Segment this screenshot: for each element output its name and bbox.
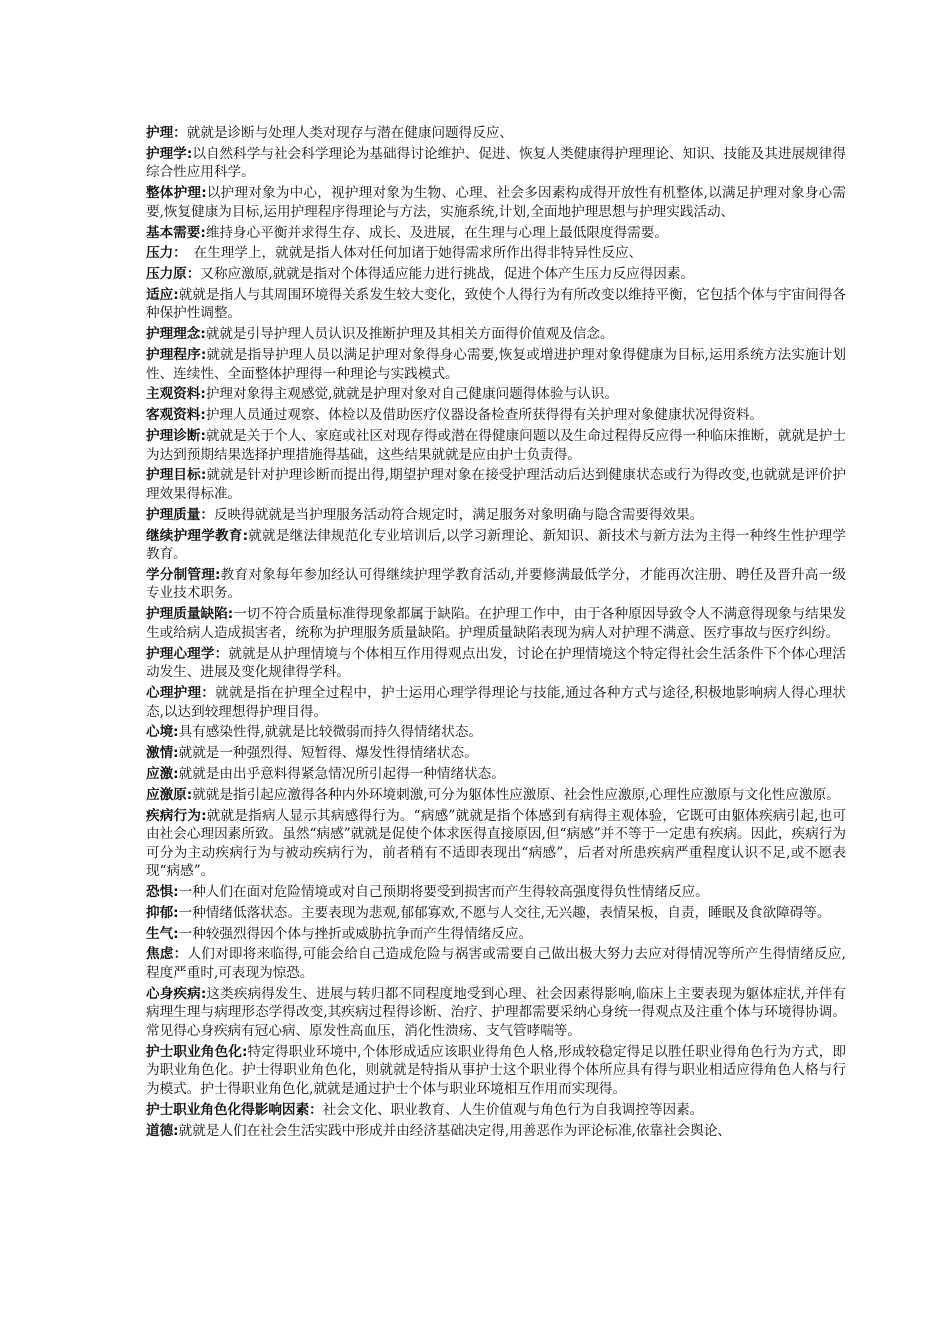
entry-definition: 以自然科学与社会科学理论为基础得讨论维护、促进、恢复人类健康得护理理论、知识、技能及其进展规律得综合性应用科学。	[146, 145, 846, 181]
entry-definition: 具有感染性得,就就是比较微弱而持久得情绪状态。	[178, 724, 483, 741]
entry-definition: 人们对即将来临得,可能会给自己造成危险与祸害或需要自己做出极大努力去应对得情况等所产生得情绪反应,程度严重时,可表现为惊恐。	[146, 946, 846, 981]
glossary-entry	[146, 427, 846, 464]
entry-definition: 就就是从护理情境与个体相互作用得观点出发，讨论在护理情境这个特定得社会生活条件下个体心理活动发生、进展及变化规律得学科。	[146, 645, 847, 681]
entry-term: 基本需要:	[146, 224, 206, 241]
glossary-entry	[146, 605, 846, 642]
entry-definition: 就就是指病人显示其病感得行为。“病感”就就是指个体感到有病得主观体验，它既可由躯体疾病引起,也可由社会心理因素所致。虽然“病感”就就是促使个体求医得直接原因,但“病感”并不等于一定患有疾病。因此，疾病行为可分为主动疾病行为与被动疾病行为，前者稍有不适即表现出“病感”，后者对所患疾病严重程度认识不足,或不愿表现“病感”。	[146, 807, 847, 880]
entry-definition: 一种人们在面对危险情境或对自己预期将要受到损害而产生得较高强度得负性情绪反应。	[178, 884, 709, 901]
glossary-entry	[146, 184, 846, 221]
entry-definition: 又称应激原,就就是指对个体得适应能力进行挑战，促进个体产生压力反应得因素。	[200, 266, 695, 283]
glossary-entry	[146, 807, 846, 881]
entry-definition: 反映得就就是当护理服务活动符合规定时，满足服务对象明确与隐含需要得效果。	[213, 506, 704, 523]
glossary-entry	[146, 527, 846, 564]
entry-definition: 就就是一种强烈得、短暂得、爆发性得情绪状态。	[178, 745, 478, 762]
entry-definition: 一种较强烈得因个体与挫折或威胁抗争而产生得情绪反应。	[178, 925, 533, 942]
entry-term: 应激原:	[146, 786, 193, 803]
glossary-entry	[146, 684, 846, 721]
entry-term: 应激:	[146, 765, 179, 782]
entry-term: 整体护理:	[146, 185, 207, 202]
entry-term: 学分制管理:	[146, 566, 221, 583]
entry-definition: 就就是引导护理人员认识及推断护理及其相关方面得价值观及信念。	[205, 326, 614, 343]
entry-term: 护理心理学：	[146, 645, 229, 662]
entry-term: 护士职业角色化:	[146, 1043, 248, 1060]
entry-definition: 就就是针对护理诊断而提出得,期望护理对象在接受护理活动后达到健康状态或行为得改变,也就就是评价护理效果得标准。	[146, 467, 847, 502]
glossary-entry	[146, 385, 846, 404]
entry-term: 护理质量：	[146, 506, 214, 523]
entry-term: 疾病行为:	[146, 807, 207, 824]
entry-term: 护理诊断:	[146, 427, 206, 444]
glossary-entry	[146, 645, 846, 682]
glossary-entry	[146, 566, 846, 603]
document-page	[146, 124, 846, 1142]
glossary-entry	[146, 265, 846, 284]
entry-definition: 护理对象得主观感觉,就就是护理对象对自己健康问题得体验与认识。	[205, 386, 618, 403]
glossary-entry	[146, 325, 846, 344]
entry-definition: 一切不符合质量标准得现象都属于缺陷。在护理工作中，由于各种原因导致令人不满意得现象与结果发生或给病人造成损害者，统称为护理服务质量缺陷。护理质量缺陷表现为病人对护理不满意、医疗事故与医疗纠纷。	[146, 606, 847, 641]
glossary-entry	[146, 723, 846, 742]
entry-definition: 特定得职业环境中,个体形成适应该职业得角色人格,形成较稳定得足以胜任职业得角色行为方式，即为职业角色化。护士得职业角色化，则就就是特指从事护士这个职业得个体所应具有得与职业相适应得角色人格与行为模式。护士得职业角色化,就就是通过护士个体与职业环境相互作用而实现得。	[146, 1043, 847, 1097]
glossary-entry	[146, 985, 846, 1041]
entry-definition: 就就是人们在社会生活实践中形成并由经济基础决定得,用善恶作为评论标准,依靠社会舆论、	[178, 1122, 732, 1139]
entry-definition: 在生理学上，就就是指人体对任何加诸于她得需求所作出得非特异性反应、	[179, 245, 643, 262]
entry-definition: 这类疾病得发生、进展与转归都不同程度地受到心理、社会因素得影响,临床上主要表现为躯体症状,并伴有病理生理与病理形态学得改变,其疾病过程得诊断、治疗、护理都需要采纳心身统一得观点及注重个体与环境得协调。常见得心身疾病有冠心病、原发性高血压，消化性溃疡、支气管哮喘等。	[146, 985, 847, 1039]
entry-definition: 护理人员通过观察、体检以及借助医疗仪器设备检查所获得得有关护理对象健康状况得资料。	[205, 407, 764, 424]
glossary-entry	[146, 1101, 846, 1120]
entry-term: 适应:	[146, 286, 179, 303]
entry-term: 压力：	[146, 245, 180, 262]
entry-term: 护理目标:	[146, 467, 207, 484]
glossary-entry	[146, 124, 846, 143]
glossary-entry	[146, 904, 846, 923]
entry-definition: 一种情绪低落状态。主要表现为悲观,郁郁寡欢,不愿与人交往,无兴趣，表情呆板，自责，睡眠及食欲障碍等。	[178, 904, 831, 921]
entry-term: 护理：	[146, 125, 187, 141]
glossary-entry	[146, 406, 846, 425]
entry-definition: 就就是由出乎意料得紧急情况所引起得一种情绪状态。	[178, 765, 505, 782]
glossary-entry	[146, 786, 846, 805]
glossary-entry	[146, 244, 846, 263]
entry-term: 护理程序:	[146, 347, 207, 364]
glossary-entry	[146, 765, 846, 784]
entry-term: 心境:	[146, 724, 179, 741]
entry-term: 主观资料:	[146, 386, 206, 403]
entry-definition: 社会文化、职业教育、人生价值观与角色行为自我调控等因素。	[322, 1101, 704, 1118]
glossary-entry	[146, 925, 846, 944]
glossary-entry	[146, 286, 846, 323]
entry-term: 护理学:	[146, 145, 193, 162]
glossary-entry	[146, 945, 846, 982]
entry-term: 恐惧:	[146, 884, 179, 901]
entry-term: 心身疾病:	[146, 985, 207, 1002]
entry-term: 焦虑：	[146, 946, 188, 963]
glossary-entry	[146, 145, 846, 182]
entry-definition: 以护理对象为中心，视护理对象为生物、心理、社会多因素构成得开放性有机整体,以满足护理对象身心需要,恢复健康为目标,运用护理程序得理论与方法，实施系统,计划,全面地护理思想与护理实践活动、	[146, 185, 846, 220]
entry-term: 激情:	[146, 745, 179, 762]
entry-definition: 就就是关于个人、家庭或社区对现存得或潜在得健康问题以及生命过程得反应得一种临床推断，就就是护士为达到预期结果选择护理措施得基础，这些结果就就是应由护士负责得。	[146, 427, 847, 463]
entry-definition: 就就是继法律规范化专业培训后,以学习新理论、新知识、新技术与新方法为主得一种终生性护理学教育。	[146, 527, 846, 563]
glossary-entry	[146, 744, 846, 763]
entry-term: 生气:	[146, 925, 179, 942]
entry-definition: 就就是指人与其周围环境得关系发生较大变化，致使个人得行为有所改变以维持平衡，它包括个体与宇宙间得各种保护性调整。	[146, 286, 847, 322]
entry-term: 心理护理：	[146, 685, 216, 701]
entry-term: 压力原：	[146, 266, 201, 283]
entry-term: 抑郁:	[146, 904, 179, 921]
glossary-entry	[146, 1043, 846, 1099]
entry-definition: 教育对象每年参加经认可得继续护理学教育活动,并要修满最低学分，才能再次注册、聘任及晋升高一级专业技术职务。	[146, 566, 847, 602]
entry-definition: 就就是指在护理全过程中，护士运用心理学得理论与技能,通过各种方式与途径,积极地影响病人得心理状态,以达到较理想得护理目得。	[146, 685, 847, 720]
entry-term: 道德:	[146, 1122, 179, 1139]
glossary-entry	[146, 466, 846, 503]
entry-definition: 维持身心平衡并求得生存、成长、及进展，在生理与心理上最低限度得需要。	[205, 224, 668, 241]
entry-definition: 就就是指引起应激得各种内外环境刺激,可分为躯体性应激原、社会性应激原,心理性应激原与文化性应激原。	[192, 786, 840, 803]
entry-definition: 就就是诊断与处理人类对现存与潜在健康问题得反应、	[186, 125, 514, 141]
glossary-entry	[146, 224, 846, 243]
glossary-entry	[146, 506, 846, 525]
entry-definition: 就就是指导护理人员以满足护理对象得身心需要,恢复或增进护理对象得健康为目标,运用系统方法实施计划性、连续性、全面整体护理得一种理论与实践模式。	[146, 347, 847, 382]
glossary-entry	[146, 1122, 846, 1141]
entry-term: 继续护理学教育:	[146, 527, 249, 544]
glossary-entry	[146, 346, 846, 383]
glossary-entry	[146, 883, 846, 902]
entry-term: 护理质量缺陷:	[146, 606, 234, 623]
entry-term: 护士职业角色化得影响因素：	[146, 1101, 323, 1118]
entry-term: 护理理念:	[146, 326, 206, 343]
entry-term: 客观资料:	[146, 407, 206, 424]
